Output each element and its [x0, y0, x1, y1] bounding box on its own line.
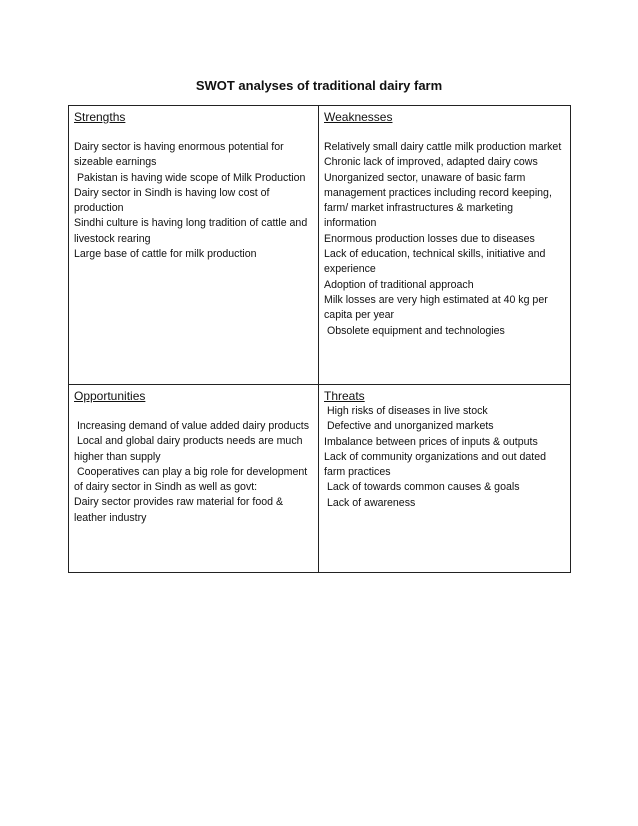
swot-table	[68, 105, 571, 573]
opportunity-item: Cooperatives can play a big role for development of dairy sector in Sindh as well as govt:	[74, 465, 311, 494]
weaknesses-heading: Weaknesses	[324, 110, 393, 124]
strength-item: Dairy sector in Sindh is having low cost of production	[74, 186, 270, 215]
spacer	[324, 125, 565, 140]
threat-item: Lack of towards common causes & goals	[324, 481, 520, 494]
threat-item: High risks of diseases in live stock	[324, 405, 488, 417]
weaknesses-cell	[319, 106, 571, 385]
threat-item: Lack of community organizations and out dated farm practices	[324, 450, 547, 479]
opportunities-cell	[69, 385, 319, 573]
threat-item: Defective and unorganized markets	[324, 420, 494, 433]
spacer	[74, 125, 313, 140]
spacer	[74, 404, 313, 419]
threats-heading: Threats	[324, 389, 365, 403]
threats-cell	[319, 385, 571, 573]
weakness-item: Enormous production losses due to diseases	[324, 232, 535, 245]
weakness-item: Relatively small dairy cattle milk production market	[324, 141, 562, 153]
table-row	[69, 106, 571, 385]
table-row	[69, 385, 571, 573]
strength-item: Pakistan is having wide scope of Milk Production	[74, 171, 306, 184]
strengths-cell	[69, 106, 319, 385]
weakness-item: Milk losses are very high estimated at 40 kg per capita per year	[324, 293, 548, 322]
weakness-item: Obsolete equipment and technologies	[324, 324, 505, 337]
strength-item: Dairy sector is having enormous potential for sizeable earnings	[74, 141, 284, 169]
threat-item: Imbalance between prices of inputs & outputs	[324, 435, 538, 448]
weakness-item: Adoption of traditional approach	[324, 278, 474, 291]
weakness-item: Lack of education, technical skills, initiative and experience	[324, 248, 546, 276]
weakness-item: Unorganized sector, unaware of basic farm management practices including record keeping,	[324, 171, 552, 199]
opportunity-item: Increasing demand of value added dairy products	[74, 420, 309, 432]
strength-item: Large base of cattle for milk production	[74, 248, 257, 261]
strengths-heading: Strengths	[74, 110, 126, 124]
opportunities-heading: Opportunities	[74, 389, 146, 403]
opportunity-item: Dairy sector provides raw material for food & leather industry	[74, 496, 284, 524]
weakness-item: farm/ market infrastructures & marketing information	[324, 202, 513, 230]
strength-item: Sindhi culture is having long tradition of cattle and livestock rearing	[74, 217, 308, 245]
page-title: SWOT analyses of traditional dairy farm	[195, 78, 443, 93]
opportunity-item: Local and global dairy products needs are much higher than supply	[74, 435, 306, 463]
weakness-item: Chronic lack of improved, adapted dairy cows	[324, 156, 538, 169]
threat-item: Lack of awareness	[324, 496, 416, 509]
